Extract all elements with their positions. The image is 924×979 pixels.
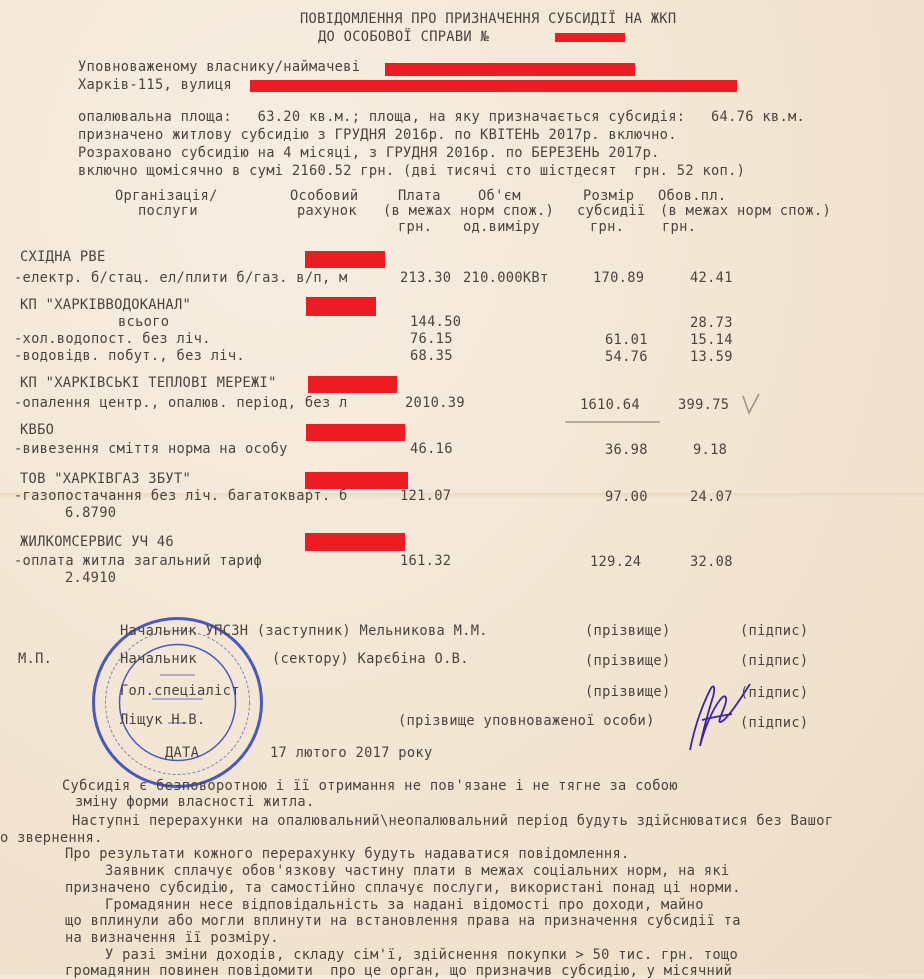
subsidy: 129.24 [590, 554, 642, 570]
service: -водовідв. побут., без ліч. [14, 348, 245, 364]
signature-label: (підпис) [740, 715, 809, 731]
note-line: о звернення. [0, 830, 103, 846]
mandatory: 15.14 [690, 332, 733, 348]
tariff: 6.8790 [65, 505, 117, 521]
redaction-account [306, 424, 405, 441]
note-line: Про результати кожного перерахунку будуть надаватися повідомлення. [65, 846, 630, 862]
org-name: КВБО [20, 422, 55, 438]
subsidy: 170.89 [593, 270, 645, 286]
header-subsidy: Розмір [583, 188, 635, 204]
redaction-recipient [385, 63, 635, 76]
payment: 46.16 [410, 441, 453, 457]
doc-subtitle: ДО ОСОБОВОЇ СПРАВИ № [318, 29, 490, 45]
summary-line: призначено житлову субсидію з ГРУДНЯ 2016р. по КВІТЕНЬ 2017р. включно. [78, 127, 677, 143]
org-name: СХІДНА РВЕ [20, 249, 106, 265]
header-account: рахунок [297, 203, 357, 219]
sector-signatory: (сектору) Карєбіна О.В. [272, 651, 469, 667]
service: всього [118, 314, 170, 330]
doc-title: ПОВІДОМЛЕННЯ ПРО ПРИЗНАЧЕННЯ СУБСИДІЇ НА ЖКП [300, 11, 677, 27]
mandatory: 42.41 [690, 270, 733, 286]
head-signatory: Начальник УПСЗН (заступник) Мельникова М.М. [120, 623, 488, 639]
service: -опалення центр., опалюв. період, без л [14, 395, 348, 411]
service: -вивезення сміття норма на особу [14, 441, 288, 457]
mandatory: 28.73 [690, 315, 733, 331]
redaction-case-number [555, 33, 625, 42]
recipient-label: Уповноваженому власнику/наймачеві [78, 59, 361, 75]
note-line: зміну форми власності житла. [75, 794, 315, 810]
subsidy: 36.98 [605, 442, 648, 458]
authorized-person: Ліщук Н.В. [120, 712, 206, 728]
signature-label: (підпис) [740, 653, 809, 669]
signature-label: (підпис) [740, 685, 809, 701]
org-name: КП "ХАРКІВВОДОКАНАЛ" [20, 297, 192, 313]
redaction-account [305, 533, 405, 551]
subsidy: 1610.64 [580, 397, 640, 413]
mandatory: 13.59 [690, 349, 733, 365]
header-payment: Плата [398, 188, 441, 204]
header-org: послуги [138, 203, 198, 219]
payment: 144.50 [410, 314, 462, 330]
note-line: призначено субсидію, та самостійно сплачує послуги, використані понад ці норми. [65, 880, 741, 896]
redaction-account [305, 251, 385, 268]
subsidy: 54.76 [605, 349, 648, 365]
header-account: Особовий [290, 188, 359, 204]
redaction-account [306, 297, 376, 316]
mandatory: 32.08 [690, 554, 733, 570]
surname-label: (прізвище) [585, 684, 671, 700]
summary-line: включно щомісячно в сумі 2160.52 грн. (дві тисячі сто шістдесят грн. 52 коп.) [78, 163, 746, 179]
header-mandatory: грн. [662, 219, 697, 235]
mandatory: 399.75 [678, 397, 730, 413]
signature-label: (підпис) [740, 623, 809, 639]
authorized-label: (прізвище уповноваженої особи) [398, 713, 655, 729]
date-value: 17 лютого 2017 року [270, 745, 433, 761]
tariff: 2.4910 [65, 570, 117, 586]
header-payment: (в межах норм спож.) [383, 203, 555, 219]
org-name: КП "ХАРКІВСЬКІ ТЕПЛОВІ МЕРЕЖІ" [20, 375, 277, 391]
note-line: Наступні перерахунки на опалювальний\неопалювальний період будуть здійснюватися без Вашог [72, 813, 834, 829]
note-line: громадянин повинен повідомити про це орган, що призначив субсидію, у місячний [65, 963, 733, 979]
seal-place: М.П. [18, 651, 53, 667]
handwritten-signature [680, 670, 760, 760]
redaction-address [250, 80, 737, 92]
payment: 213.30 [400, 270, 452, 286]
sector-head: Начальник [120, 651, 197, 667]
header-org: Організація/ [115, 188, 218, 204]
note-line: на визначення її розміру. [65, 930, 279, 946]
org-name: ЖИЛКОМСЕРВИС УЧ 46 [20, 534, 174, 550]
service: -електр. б/стац. ел/плити б/газ. в/п, м [14, 270, 348, 286]
payment: 76.15 [410, 331, 453, 347]
header-volume: од.виміру [463, 219, 540, 235]
org-name: ТОВ "ХАРКІВГАЗ ЗБУТ" [20, 471, 192, 487]
surname-label: (прізвище) [585, 623, 671, 639]
official-stamp [90, 615, 265, 790]
summary-line: Розраховано субсидію на 4 місяці, з ГРУДНЯ 2016р. по БЕРЕЗЕНЬ 2017р. [78, 145, 660, 161]
surname-label: (прізвище) [585, 653, 671, 669]
redaction-account [305, 472, 408, 489]
header-mandatory: (в межах норм спож.) [660, 203, 832, 219]
service: -оплата житла загальний тариф [14, 553, 263, 569]
header-subsidy: субсидії [577, 203, 646, 219]
service: -хол.водопост. без ліч. [14, 331, 211, 347]
header-payment: грн. [398, 219, 433, 235]
header-subsidy: грн. [590, 219, 625, 235]
note-line: Громадянин несе відповідальність за надані відомості про доходи, майно [105, 897, 704, 913]
specialist: Гол.спеціаліст [120, 683, 240, 699]
redaction-account [308, 376, 397, 393]
note-line: Заявник сплачує обов'язкову частину плати в межах соціальних норм, на які [105, 863, 730, 879]
date-label: ДАТА [165, 745, 200, 761]
payment: 121.07 [400, 488, 452, 504]
summary-line: опалювальна площа: 63.20 кв.м.; площа, на яку призначається субсидія: 64.76 кв.м. [78, 109, 806, 125]
note-line: У разі зміни доходів, складу сім'ї, здійснення покупки > 50 тис. грн. тощо [105, 947, 739, 963]
note-line: Субсидія є безповоротною і її отримання не пов'язане і не тягне за собою [62, 778, 678, 794]
payment: 68.35 [410, 348, 453, 364]
header-mandatory: Обов.пл. [658, 188, 727, 204]
pencil-underline [565, 421, 660, 423]
checkmark-icon [740, 392, 762, 416]
mandatory: 9.18 [693, 442, 728, 458]
note-line: що вплинули або могли вплинути на встановлення права на призначення субсидії та [65, 913, 741, 929]
service: -газопостачання без ліч. багатокварт. б [14, 488, 348, 504]
payment: 161.32 [400, 553, 452, 569]
subsidy: 97.00 [605, 489, 648, 505]
mandatory: 24.07 [690, 489, 733, 505]
volume: 210.000КВт [463, 270, 549, 286]
header-volume: Об'єм [478, 188, 521, 204]
recipient-address: Харків-115, вулиця [78, 77, 232, 93]
subsidy: 61.01 [605, 332, 648, 348]
payment: 2010.39 [405, 395, 465, 411]
